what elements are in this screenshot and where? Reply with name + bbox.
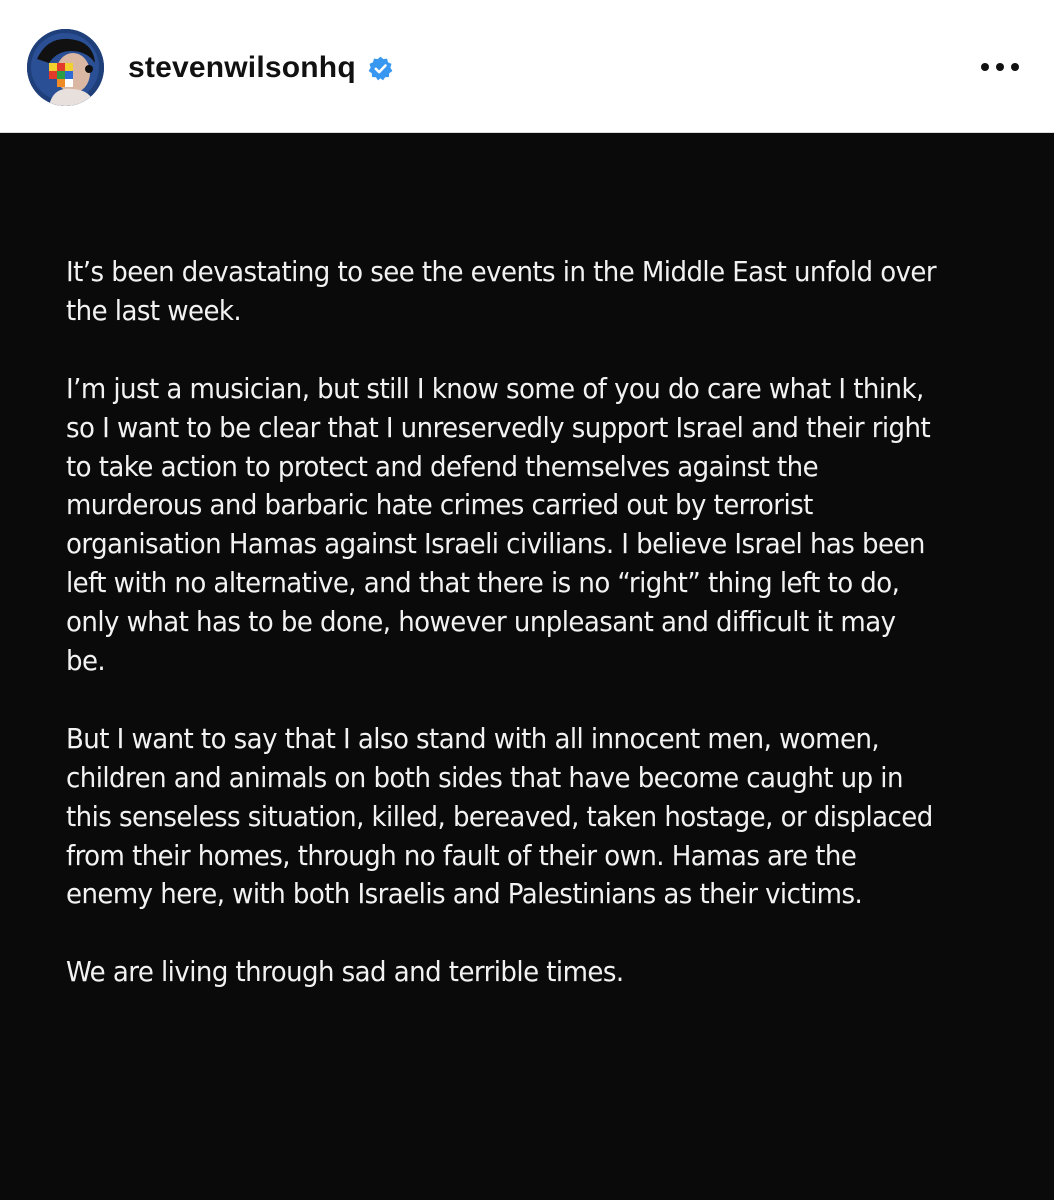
more-options-icon xyxy=(980,62,1020,72)
more-options-button[interactable] xyxy=(978,52,1022,82)
post-header xyxy=(0,0,1054,133)
post-image xyxy=(0,133,1054,1200)
statement-paragraph: We are living through sad and terrible times. xyxy=(66,955,624,989)
statement-paragraph: I’m just a musician, but still I know some of you do care what I think, so I want to be clear that I unreservedly support Israel and their right to take action to protect and defend themselves against the murderous and barbaric hate crimes carried out by terrorist organisation Hamas against Israeli civilians. I believe Israel has been left with no alternative, and that there is no “right” thing left to do, only what has to be done, however unpleasant and difficult it may be. xyxy=(66,371,931,678)
statement-paragraph: It’s been devastating to see the events in the Middle East unfold over the last week. xyxy=(66,255,937,327)
avatar[interactable] xyxy=(27,29,104,106)
statement-paragraph: But I want to say that I also stand with all innocent men, women, children and animals on both sides that have become caught up in this senseless situation, killed, bereaved, taken hostage, or displaced from their homes, through no fault of their own. Hamas are the enemy here, with both Israelis and Palestinians as their victims. xyxy=(66,721,933,911)
avatar-image xyxy=(27,29,104,106)
post-statement-text xyxy=(66,253,940,1031)
verified-badge-icon xyxy=(368,56,393,81)
username-row xyxy=(128,48,393,88)
username-link[interactable]: stevenwilsonhq xyxy=(128,51,356,84)
